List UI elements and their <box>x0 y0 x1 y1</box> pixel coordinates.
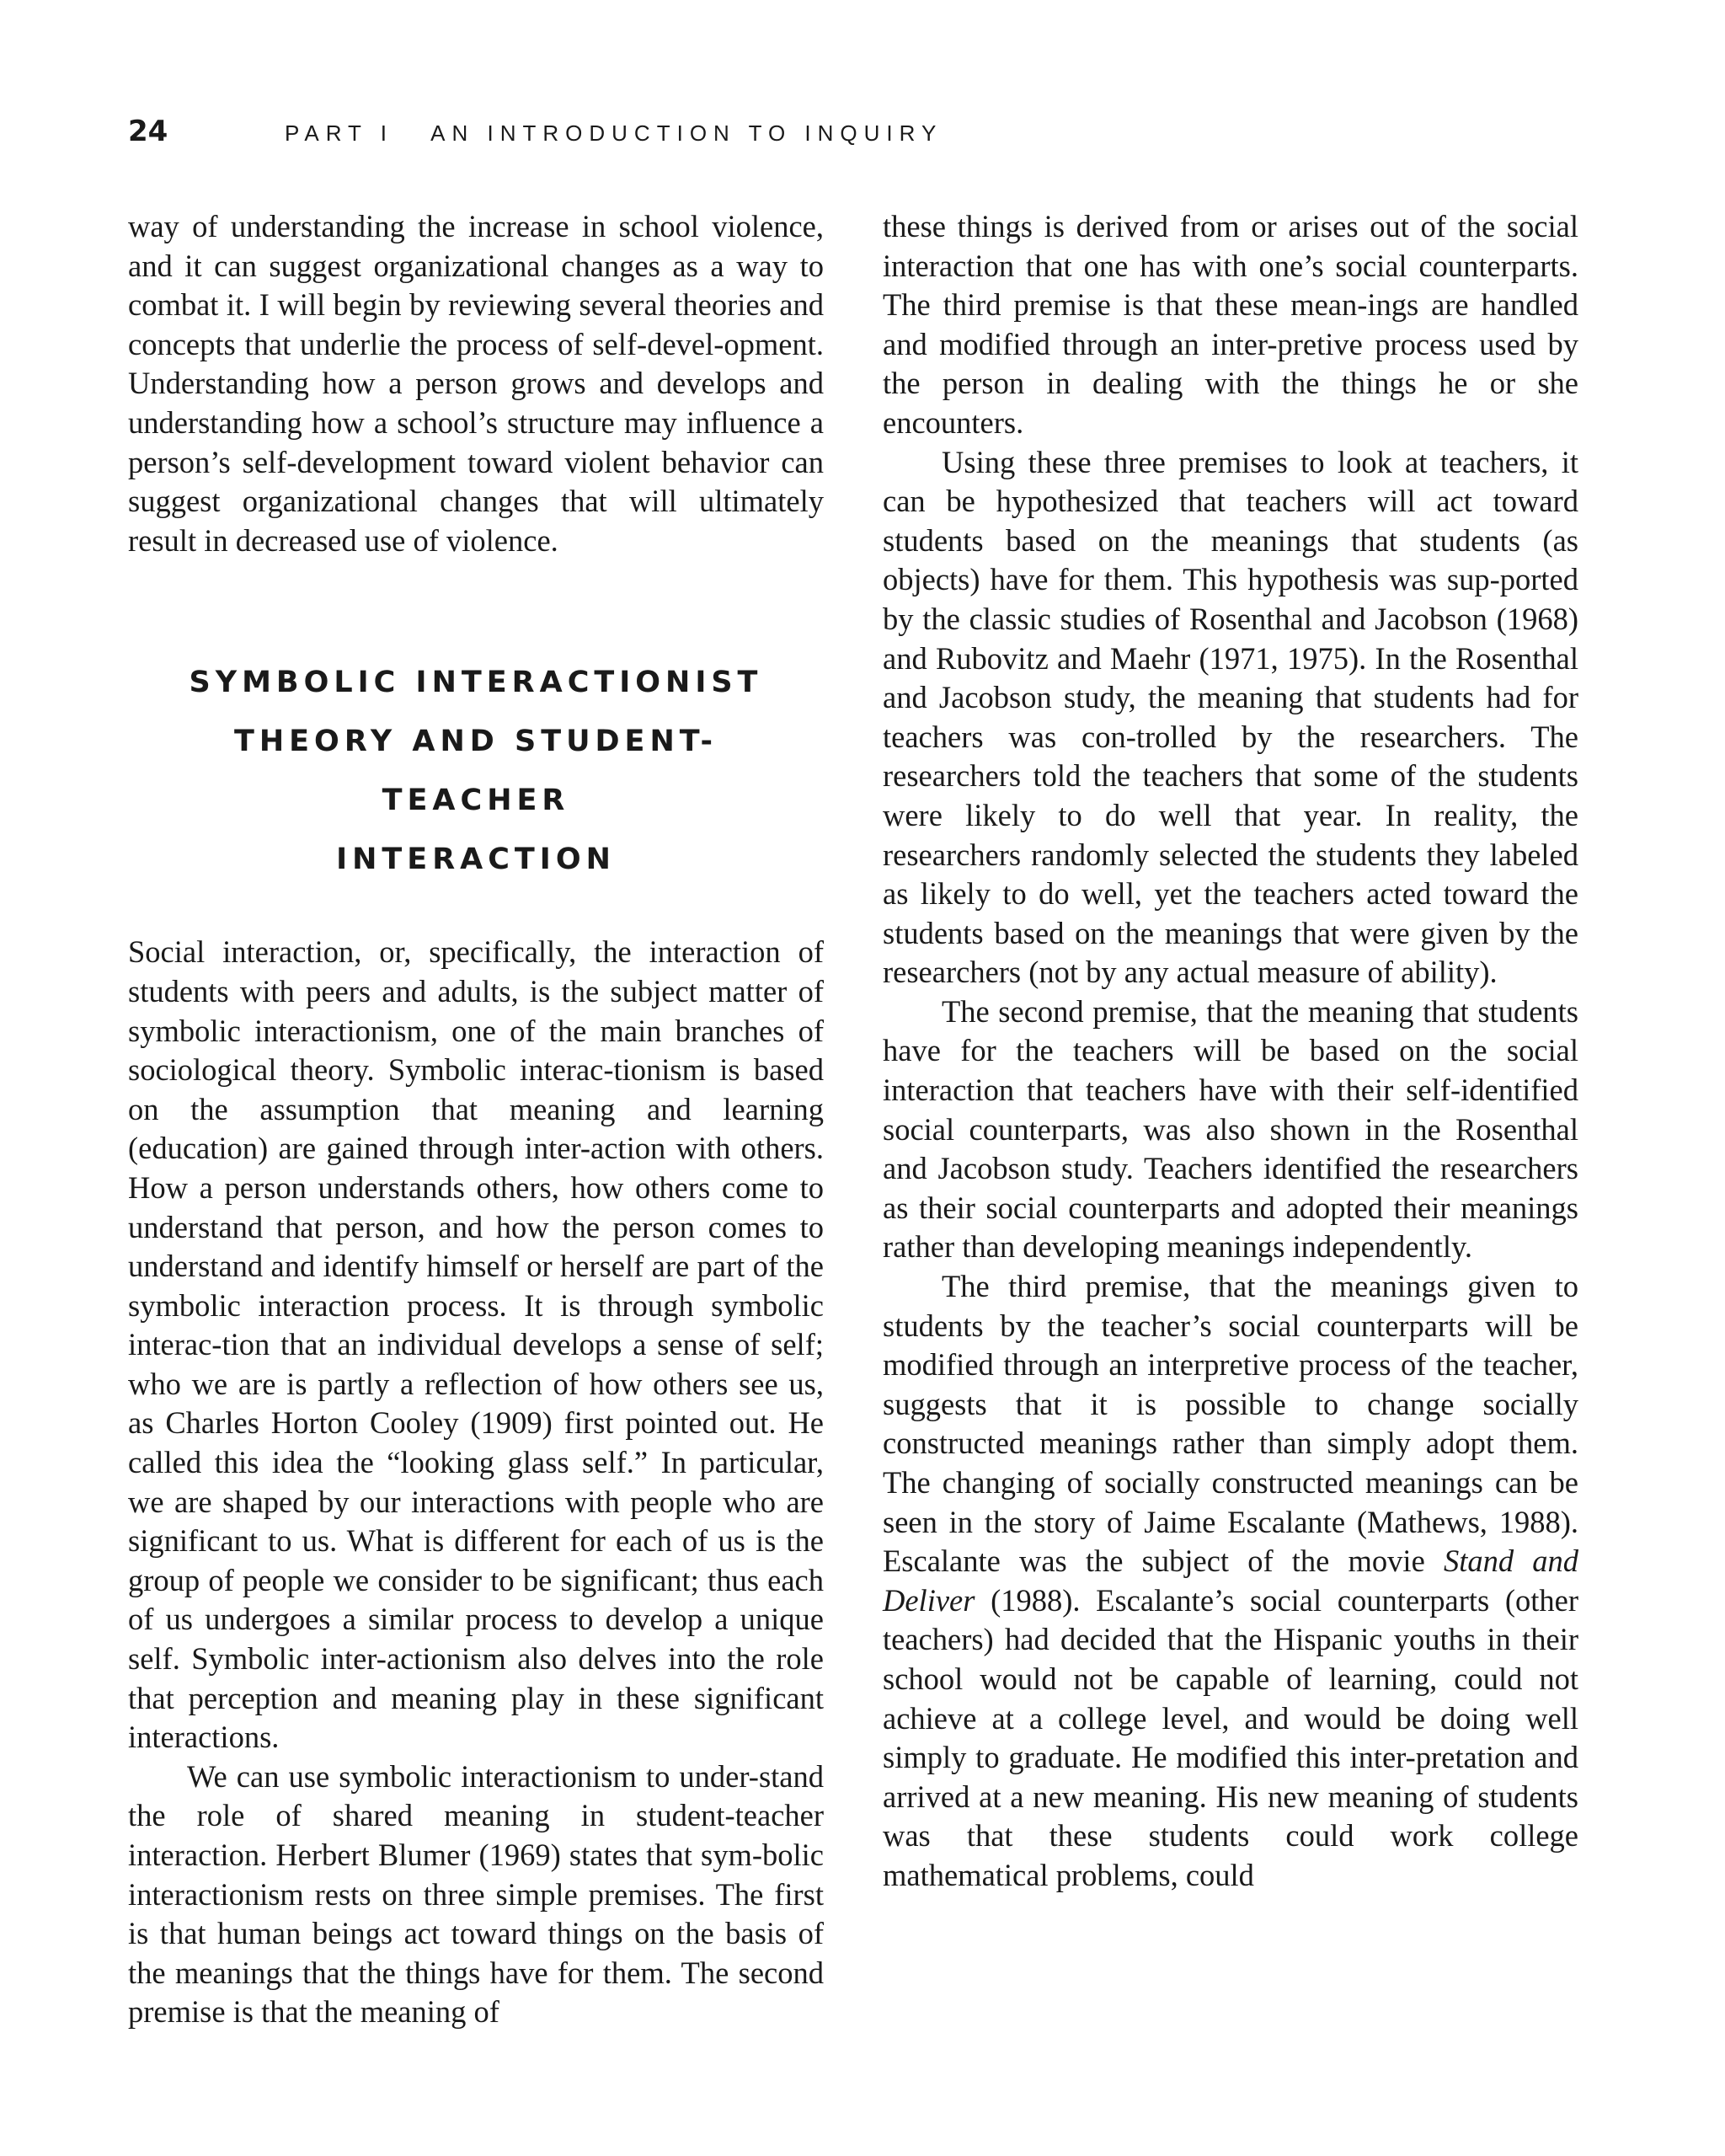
text-run: (1988). Escalante’s social counterparts (other teachers) had decided that the Hispanic youths in their school would not be capable of learning, could not achieve at a college level, and would be doing well simply to graduate. He modified this inter-pretation and arrived at a new meaning. His new meaning of students was that these students could work college mathematical problems, could <box>883 1582 1578 1892</box>
section-heading <box>128 653 824 889</box>
body-paragraph: The second premise, that the meaning that students have for the teachers will be based on the social interaction that teachers have with their self-identified social counterparts, was also shown in the Rosenthal and Jacobson study. Teachers identified the researchers as their social counterparts and adopted their meanings rather than developing meanings independently. <box>883 993 1578 1265</box>
body-paragraph: these things is derived from or arises out of the social interaction that one has with one’s social counterparts. The third premise is that these mean-ings are handled and modified through an inter-pretive process used by the person in dealing with the things he or she encounters. <box>883 209 1578 440</box>
left-column <box>128 207 824 2032</box>
body-paragraph: Using these three premises to look at teachers, it can be hypothesized that teachers will act toward students based on the meanings that students (as objects) have for them. This hypothesis was sup-ported by the classic studies of Rosenthal and Jacobson (1968) and Rubovitz and Maehr (1971, 1975). In the Rosenthal and Jacobson study, the meaning that students had for teachers was con-trolled by the researchers. The researchers told the teachers that some of the students were likely to do well that year. In reality, the researchers randomly selected the students they labeled as likely to do well, yet the teachers acted toward the students based on the meanings that were given by the researchers (not by any actual measure of ability). <box>883 444 1578 990</box>
body-paragraph: Social interaction, or, specifically, the interaction of students with peers and adults, is the subject matter of symbolic interactionism, one of the main branches of sociological theory. Symbolic interac-tionism is based on the assumption that meaning and learning (education) are gained through inter-action with others. How a person understands others, how others come to understand that person, and how the person comes to understand and identify himself or herself are part of the symbolic interaction process. It is through symbolic interac-tion that an individual develops a sense of self; who we are is partly a reflection of how others see us, as Charles Horton Cooley (1909) first pointed out. He called this idea the “looking glass self.” In particular, we are shaped by our interactions with people who are significant to us. What is different for each of us is the group of people we consider to be significant; thus each of us undergoes a similar process to develop a unique self. Symbolic inter-actionism also delves into the role that perception and meaning play in these significant interactions. <box>128 934 824 1755</box>
body-paragraph: way of understanding the increase in school violence, and it can suggest organizational changes as a way to combat it. I will begin by reviewing several theories and concepts that underlie the process of self-devel-opment. Understanding how a person grows and develops and understanding how a school’s structure may influence a person’s self-development toward violent behavior can suggest organizational changes that will ultimately result in decreased use of violence. <box>128 209 824 558</box>
heading-line: THEORY AND STUDENT-TEACHER <box>233 725 718 818</box>
body-paragraph <box>883 1267 1578 1896</box>
running-header <box>128 115 943 155</box>
text-run: The third premise, that the meanings given to students by the teacher’s social counterparts will be modified through an interpretive process of the teacher, suggests that it is possible to change socially constructed meanings rather than simply adopt them. The changing of socially constructed meanings can be seen in the story of Jaime Escalante (Mathews, 1988). Escalante was the subject of the movie <box>883 1269 1578 1579</box>
heading-line: SYMBOLIC INTERACTIONIST <box>189 666 763 700</box>
page-number: 24 <box>128 115 168 148</box>
body-paragraph: We can use symbolic interactionism to under-stand the role of shared meaning in student-teacher interaction. Herbert Blumer (1969) states that sym-bolic interactionism rests on three simple premises. The first is that human beings act toward things on the basis of the meanings that the things have for them. The second premise is that the meaning of <box>128 1758 824 2030</box>
running-title: PART I AN INTRODUCTION TO INQUIRY <box>285 120 943 146</box>
right-column <box>883 207 1578 1896</box>
heading-line: INTERACTION <box>336 843 616 877</box>
movie-title: Stand and Deliver <box>883 1543 1578 1618</box>
